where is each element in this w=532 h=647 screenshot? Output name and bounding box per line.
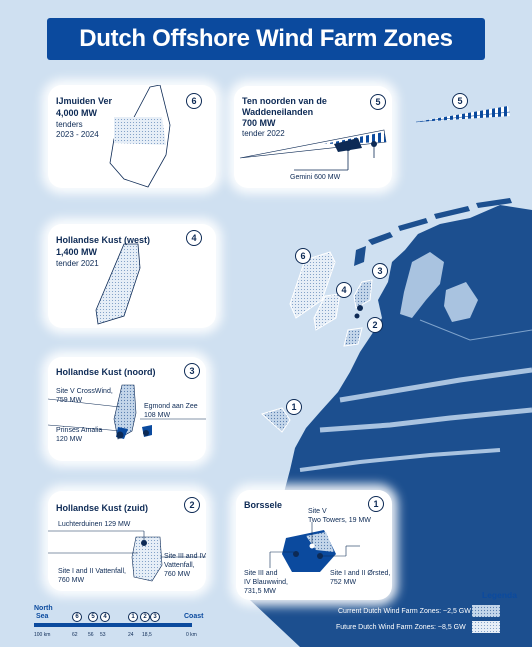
panel-hollandse-kust-zuid — [48, 491, 206, 591]
panel-5-name-line-2: Waddeneilanden — [242, 107, 314, 117]
panel-1-site-7: 752 MW — [330, 579, 357, 586]
legend-future-label: Future Dutch Wind Farm Zones: ~8,5 GW — [336, 624, 466, 631]
panel-2-site-4: Site III and IV — [164, 553, 207, 560]
panel-1-site-5: 731,5 MW — [244, 588, 276, 595]
panel-6-line-2: 2023 - 2024 — [56, 130, 99, 139]
scale-distance-1: 24 — [128, 632, 134, 638]
panel-2-site-6: 760 MW — [164, 571, 191, 578]
scale-left-label-bottom: Sea — [36, 613, 49, 620]
panel-3-site-1: Site V CrossWind, — [56, 388, 113, 395]
panel-4-badge: 4 — [186, 230, 202, 246]
panel-3-site-4: 108 MW — [144, 412, 171, 419]
panel-3-site-2: 759 MW — [56, 397, 83, 404]
panel-4-line-1: tender 2021 — [56, 259, 99, 268]
scale-distance-2: 18,5 — [142, 632, 152, 638]
panel-2-badge: 2 — [184, 497, 200, 513]
scale-right-label: Coast — [184, 613, 204, 620]
scale-distance-5: 56 — [88, 632, 94, 638]
panel-3-site-5: Prinses Amalia — [56, 427, 103, 434]
map-zone-1 — [262, 408, 290, 432]
panel-5-site-gemini: Gemini 600 MW — [290, 174, 341, 181]
map-marker-3: 3 — [372, 263, 388, 279]
scale-marker-5: 5 — [88, 612, 98, 622]
panel-4-capacity: 1,400 MW — [56, 247, 98, 257]
map-marker-2: 2 — [367, 317, 383, 333]
panel-1-site-1: Site V — [308, 508, 327, 515]
map-marker-1: 1 — [286, 399, 302, 415]
panel-6-line-1: tenders — [56, 120, 83, 129]
panel-ijmuiden-ver — [48, 85, 216, 188]
scale-distance-6: 62 — [72, 632, 78, 638]
legend-title: Legenda — [482, 590, 517, 600]
page-title: Dutch Offshore Wind Farm Zones — [79, 25, 453, 52]
panel-borssele — [236, 490, 392, 600]
panel-1-badge: 1 — [368, 496, 384, 512]
panel-1-site-4: IV Blauwwind, — [244, 579, 288, 586]
panel-1-site-3: Site III and — [244, 570, 278, 577]
scale-marker-6: 6 — [72, 612, 82, 622]
scale-marker-3: 3 — [150, 612, 160, 622]
panel-5-line-1: tender 2022 — [242, 129, 285, 138]
legend-swatches — [471, 603, 501, 635]
map-marker-4: 4 — [336, 282, 352, 298]
panel-2-site-2: Site I and II Vattenfall, — [58, 568, 126, 575]
map-zone-2-site — [355, 314, 360, 319]
panel-3-badge: 3 — [184, 363, 200, 379]
map-zone-3 — [354, 280, 372, 308]
panel-2-site-5: Vattenfall, — [164, 562, 195, 569]
panel-1-site-2: Two Towers, 19 MW — [308, 517, 371, 524]
map-zone-3-site — [357, 305, 363, 311]
map-marker-6: 6 — [295, 248, 311, 264]
panel-6-capacity: 4,000 MW — [56, 108, 98, 118]
panel-hollandse-kust-west — [48, 224, 216, 328]
map-zone-2 — [344, 328, 362, 346]
panel-6-name: IJmuiden Ver — [56, 96, 113, 106]
panel-3-name: Hollandse Kust (noord) — [56, 367, 156, 377]
panel-3-site-6: 120 MW — [56, 436, 83, 443]
panel-hollandse-kust-noord — [48, 357, 206, 461]
panel-waddeneilanden — [234, 86, 392, 188]
title-banner — [47, 18, 485, 60]
scale-marker-1: 1 — [128, 612, 138, 622]
panel-1-site-6: Site I and II Ørsted, — [330, 570, 391, 577]
scale-marker-4: 4 — [100, 612, 110, 622]
panel-5-capacity: 700 MW — [242, 118, 276, 128]
distance-scale — [30, 605, 230, 641]
panel-2-name: Hollandse Kust (zuid) — [56, 503, 148, 513]
panel-5-badge: 5 — [370, 94, 386, 110]
panel-2-site-3: 760 MW — [58, 577, 85, 584]
legend-current-label: Current Dutch Wind Farm Zones: ~2,5 GW — [338, 608, 471, 615]
map-marker-5: 5 — [452, 93, 468, 109]
scale-right-unit: 0 km — [186, 632, 197, 638]
scale-distance-4: 53 — [100, 632, 106, 638]
panel-3-site-3: Egmond aan Zee — [144, 403, 198, 410]
panel-4-name: Hollandse Kust (west) — [56, 235, 151, 245]
panel-2-site-1: Luchterduinen 129 MW — [58, 521, 131, 528]
scale-left-unit: 100 km — [34, 632, 51, 638]
scale-marker-2: 2 — [140, 612, 150, 622]
panel-5-name-line-1: Ten noorden van de — [242, 96, 327, 106]
map-zone-5-outline — [416, 112, 510, 122]
panel-1-name: Borssele — [244, 500, 283, 510]
panel-6-badge: 6 — [186, 93, 202, 109]
scale-left-label-top: North — [34, 605, 53, 612]
